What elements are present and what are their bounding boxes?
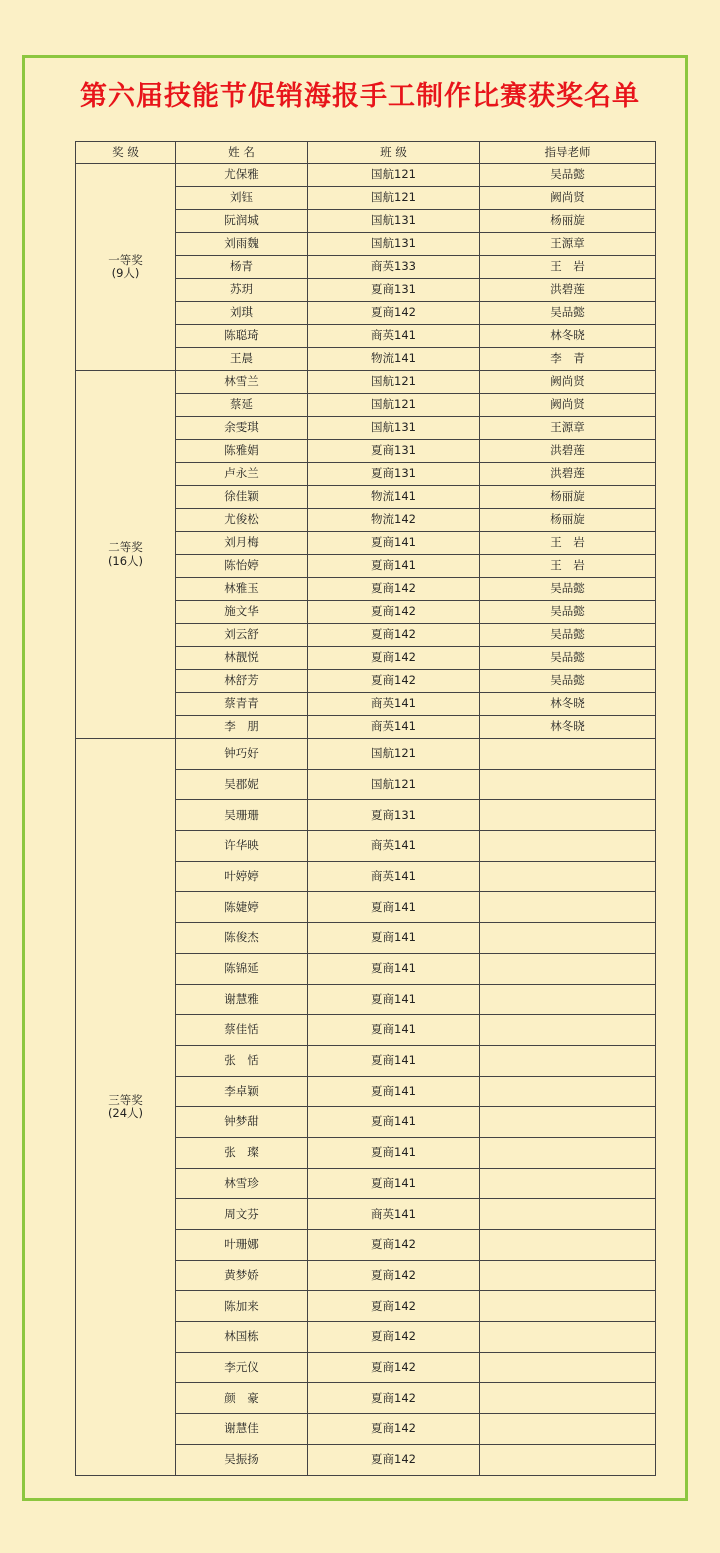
class-cell: 夏商142 (308, 1322, 480, 1353)
class-cell: 夏商131 (308, 440, 480, 463)
class-cell: 夏商142 (308, 1291, 480, 1322)
award-level-label: 一等奖 (108, 252, 143, 267)
student-name-cell: 刘云舒 (176, 624, 308, 647)
student-name-cell: 阮润城 (176, 210, 308, 233)
teacher-cell: 吴品懿 (480, 164, 656, 187)
student-name-cell: 吴振扬 (176, 1444, 308, 1475)
teacher-cell (480, 1137, 656, 1168)
class-cell: 商英141 (308, 831, 480, 862)
teacher-cell: 吴品懿 (480, 670, 656, 693)
teacher-cell: 林冬晓 (480, 325, 656, 348)
teacher-cell (480, 739, 656, 770)
table-header-row (76, 142, 656, 164)
student-name-cell: 余雯琪 (176, 417, 308, 440)
teacher-cell: 洪碧莲 (480, 463, 656, 486)
award-count-label: (9人) (111, 266, 140, 280)
teacher-cell (480, 1352, 656, 1383)
header-teacher: 指导老师 (480, 142, 656, 164)
student-name-cell: 林舒芳 (176, 670, 308, 693)
student-name-cell: 陈怡婷 (176, 555, 308, 578)
student-name-cell: 王晨 (176, 348, 308, 371)
award-count-label: (16人) (107, 553, 144, 568)
student-name-cell: 蔡延 (176, 394, 308, 417)
student-name-cell: 刘钰 (176, 187, 308, 210)
class-cell: 物流141 (308, 486, 480, 509)
class-cell: 商英141 (308, 1199, 480, 1230)
teacher-cell: 杨丽旋 (480, 509, 656, 532)
class-cell: 夏商142 (308, 1260, 480, 1291)
student-name-cell: 谢慧佳 (176, 1414, 308, 1445)
teacher-cell (480, 1107, 656, 1138)
student-name-cell: 陈雅娟 (176, 440, 308, 463)
class-cell: 商英141 (308, 861, 480, 892)
teacher-cell: 吴品懿 (480, 601, 656, 624)
student-name-cell: 李 朋 (176, 716, 308, 739)
student-name-cell: 钟巧好 (176, 739, 308, 770)
teacher-cell (480, 892, 656, 923)
student-name-cell: 李卓颖 (176, 1076, 308, 1107)
teacher-cell (480, 1414, 656, 1445)
teacher-cell (480, 861, 656, 892)
teacher-cell: 阙尚贤 (480, 187, 656, 210)
class-cell: 夏商141 (308, 892, 480, 923)
teacher-cell (480, 1291, 656, 1322)
class-cell: 夏商141 (308, 532, 480, 555)
teacher-cell (480, 1045, 656, 1076)
class-cell: 国航121 (308, 187, 480, 210)
student-name-cell: 刘雨魏 (176, 233, 308, 256)
student-name-cell: 吴郡妮 (176, 769, 308, 800)
teacher-cell: 杨丽旋 (480, 486, 656, 509)
class-cell: 夏商141 (308, 923, 480, 954)
teacher-cell (480, 923, 656, 954)
class-cell: 夏商142 (308, 302, 480, 325)
class-cell: 商英141 (308, 325, 480, 348)
class-cell: 夏商142 (308, 624, 480, 647)
teacher-cell: 李 青 (480, 348, 656, 371)
student-name-cell: 张 恬 (176, 1045, 308, 1076)
student-name-cell: 林雪兰 (176, 371, 308, 394)
class-cell: 夏商142 (308, 647, 480, 670)
student-name-cell: 陈婕婷 (176, 892, 308, 923)
class-cell: 夏商142 (308, 1230, 480, 1261)
student-name-cell: 刘琪 (176, 302, 308, 325)
student-name-cell: 徐佳颖 (176, 486, 308, 509)
class-cell: 国航121 (308, 394, 480, 417)
student-name-cell: 谢慧雅 (176, 984, 308, 1015)
award-count-label: (24人) (107, 1105, 144, 1120)
student-name-cell: 陈加来 (176, 1291, 308, 1322)
teacher-cell (480, 769, 656, 800)
award-level-label: 三等奖 (108, 1092, 143, 1107)
teacher-cell: 林冬晓 (480, 716, 656, 739)
teacher-cell: 吴品懿 (480, 624, 656, 647)
award-level-cell (76, 371, 176, 739)
teacher-cell (480, 831, 656, 862)
teacher-cell: 洪碧莲 (480, 440, 656, 463)
award-level-cell (76, 164, 176, 371)
teacher-cell: 王 岩 (480, 256, 656, 279)
teacher-cell (480, 1168, 656, 1199)
teacher-cell: 王 岩 (480, 532, 656, 555)
teacher-cell: 吴品懿 (480, 302, 656, 325)
teacher-cell (480, 1444, 656, 1475)
teacher-cell (480, 953, 656, 984)
class-cell: 夏商131 (308, 800, 480, 831)
teacher-cell (480, 984, 656, 1015)
class-cell: 商英133 (308, 256, 480, 279)
class-cell: 夏商141 (308, 1015, 480, 1046)
class-cell: 夏商141 (308, 1168, 480, 1199)
table-row (76, 371, 656, 394)
student-name-cell: 张 璨 (176, 1137, 308, 1168)
student-name-cell: 尤保雅 (176, 164, 308, 187)
class-cell: 夏商142 (308, 670, 480, 693)
teacher-cell: 林冬晓 (480, 693, 656, 716)
table-row (76, 739, 656, 770)
award-level-cell (76, 739, 176, 1476)
teacher-cell: 王源章 (480, 417, 656, 440)
student-name-cell: 林国栋 (176, 1322, 308, 1353)
class-cell: 国航121 (308, 739, 480, 770)
table-body (76, 164, 656, 1476)
student-name-cell: 陈锦延 (176, 953, 308, 984)
student-name-cell: 蔡佳恬 (176, 1015, 308, 1046)
teacher-cell: 王 岩 (480, 555, 656, 578)
class-cell: 国航131 (308, 233, 480, 256)
class-cell: 夏商142 (308, 601, 480, 624)
teacher-cell: 杨丽旋 (480, 210, 656, 233)
class-cell: 夏商142 (308, 1444, 480, 1475)
student-name-cell: 李元仪 (176, 1352, 308, 1383)
teacher-cell (480, 1230, 656, 1261)
teacher-cell: 阙尚贤 (480, 394, 656, 417)
class-cell: 夏商141 (308, 1045, 480, 1076)
student-name-cell: 钟梦甜 (176, 1107, 308, 1138)
page-title: 第六届技能节促销海报手工制作比赛获奖名单 (80, 81, 640, 112)
class-cell: 夏商141 (308, 953, 480, 984)
class-cell: 夏商131 (308, 463, 480, 486)
student-name-cell: 林雪珍 (176, 1168, 308, 1199)
class-cell: 物流141 (308, 348, 480, 371)
class-cell: 国航121 (308, 769, 480, 800)
header-award: 奖 级 (76, 142, 176, 164)
class-cell: 夏商141 (308, 1137, 480, 1168)
class-cell: 商英141 (308, 716, 480, 739)
teacher-cell (480, 800, 656, 831)
class-cell: 商英141 (308, 693, 480, 716)
teacher-cell: 王源章 (480, 233, 656, 256)
teacher-cell: 吴品懿 (480, 578, 656, 601)
student-name-cell: 林靓悦 (176, 647, 308, 670)
teacher-cell (480, 1076, 656, 1107)
class-cell: 夏商131 (308, 279, 480, 302)
student-name-cell: 叶婷婷 (176, 861, 308, 892)
teacher-cell (480, 1199, 656, 1230)
student-name-cell: 施文华 (176, 601, 308, 624)
class-cell: 物流142 (308, 509, 480, 532)
award-level-label: 二等奖 (108, 540, 143, 555)
student-name-cell: 苏玥 (176, 279, 308, 302)
class-cell: 国航131 (308, 210, 480, 233)
class-cell: 夏商142 (308, 1383, 480, 1414)
student-name-cell: 刘月梅 (176, 532, 308, 555)
class-cell: 国航131 (308, 417, 480, 440)
table-row (76, 164, 656, 187)
student-name-cell: 林雅玉 (176, 578, 308, 601)
student-name-cell: 黄梦娇 (176, 1260, 308, 1291)
class-cell: 国航121 (308, 371, 480, 394)
student-name-cell: 陈聪琦 (176, 325, 308, 348)
class-cell: 夏商142 (308, 1352, 480, 1383)
teacher-cell: 吴品懿 (480, 647, 656, 670)
class-cell: 国航121 (308, 164, 480, 187)
student-name-cell: 尤俊松 (176, 509, 308, 532)
teacher-cell (480, 1322, 656, 1353)
student-name-cell: 杨青 (176, 256, 308, 279)
class-cell: 夏商141 (308, 1107, 480, 1138)
class-cell: 夏商141 (308, 555, 480, 578)
teacher-cell (480, 1260, 656, 1291)
student-name-cell: 吴珊珊 (176, 800, 308, 831)
student-name-cell: 颜 豪 (176, 1383, 308, 1414)
teacher-cell (480, 1015, 656, 1046)
teacher-cell: 阙尚贤 (480, 371, 656, 394)
student-name-cell: 叶珊娜 (176, 1230, 308, 1261)
teacher-cell (480, 1383, 656, 1414)
header-name: 姓 名 (176, 142, 308, 164)
teacher-cell: 洪碧莲 (480, 279, 656, 302)
student-name-cell: 陈俊杰 (176, 923, 308, 954)
student-name-cell: 许华映 (176, 831, 308, 862)
student-name-cell: 蔡青青 (176, 693, 308, 716)
class-cell: 夏商142 (308, 1414, 480, 1445)
award-table (75, 141, 656, 1476)
header-class: 班 级 (308, 142, 480, 164)
student-name-cell: 周文芬 (176, 1199, 308, 1230)
class-cell: 夏商142 (308, 578, 480, 601)
class-cell: 夏商141 (308, 1076, 480, 1107)
student-name-cell: 卢永兰 (176, 463, 308, 486)
class-cell: 夏商141 (308, 984, 480, 1015)
